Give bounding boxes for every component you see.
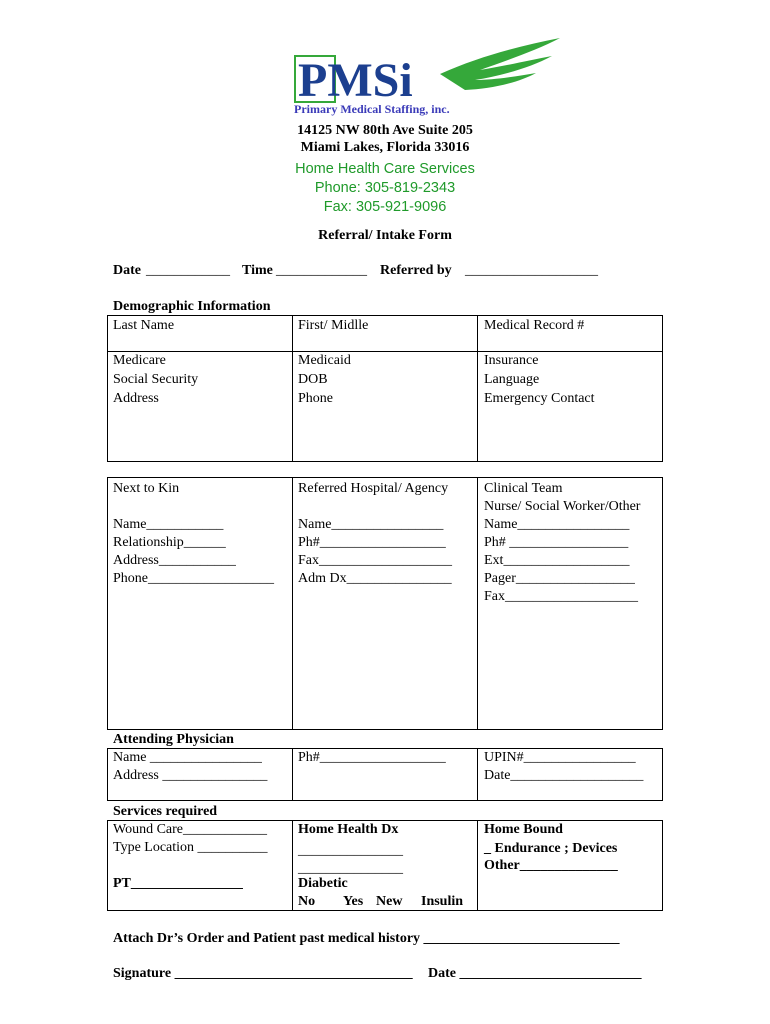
diabetic-yes-option[interactable]: Yes (343, 894, 364, 909)
address-line-2: Miami Lakes, Florida 33016 (300, 140, 470, 155)
signature-field[interactable]: Signature __________________________________ (113, 966, 413, 981)
form-title: Referral/ Intake Form (318, 228, 452, 243)
home-health-dx-label: Home Health Dx (298, 822, 399, 837)
attach-orders-line[interactable]: Attach Dr’s Order and Patient past medical history ____________________________ (113, 931, 620, 946)
address-label[interactable]: Address (113, 391, 159, 406)
wound-care-field[interactable]: Wound Care____________ (113, 822, 268, 837)
adm-dx-field[interactable]: Adm Dx_______________ (298, 571, 452, 586)
fax-number: Fax: 305-921-9096 (323, 199, 447, 215)
team-pager-field[interactable]: Pager_________________ (484, 571, 635, 586)
first-middle-label[interactable]: First/ Midlle (298, 318, 369, 333)
home-health-dx-field-2[interactable]: _______________ (298, 861, 403, 876)
date-field[interactable]: ____________ (146, 263, 230, 278)
physician-ph-field[interactable]: Ph#__________________ (298, 750, 446, 765)
language-label[interactable]: Language (484, 372, 540, 387)
phone-number: Phone: 305-819-2343 (314, 180, 456, 196)
team-ext-field[interactable]: Ext__________________ (484, 553, 630, 568)
kin-address-field[interactable]: Address___________ (113, 553, 236, 568)
service-name: Home Health Care Services (295, 161, 475, 177)
address-line-1: 14125 NW 80th Ave Suite 205 (297, 123, 473, 138)
referred-hospital-label: Referred Hospital/ Agency (298, 481, 449, 496)
logo-graphic (290, 36, 565, 118)
upin-field[interactable]: UPIN#________________ (484, 750, 636, 765)
clinical-team-roles: Nurse/ Social Worker/Other (484, 499, 641, 514)
signature-date-field[interactable]: Date __________________________ (428, 966, 642, 981)
hospital-fax-field[interactable]: Fax___________________ (298, 553, 452, 568)
diabetic-new-option[interactable]: New (376, 894, 403, 909)
demographic-heading: Demographic Information (113, 299, 271, 314)
last-name-label[interactable]: Last Name (113, 318, 175, 333)
diabetic-insulin-option[interactable]: Insulin (421, 894, 464, 909)
hospital-ph-field[interactable]: Ph#__________________ (298, 535, 446, 550)
dob-label[interactable]: DOB (298, 372, 328, 387)
medical-record-label[interactable]: Medical Record # (484, 318, 585, 333)
physician-address-field[interactable]: Address _______________ (113, 768, 268, 783)
wing-icon (440, 38, 560, 90)
medicare-label[interactable]: Medicare (113, 353, 166, 368)
kin-relationship-field[interactable]: Relationship______ (113, 535, 226, 550)
hospital-name-field[interactable]: Name________________ (298, 517, 444, 532)
pt-field[interactable]: PT________________ (113, 876, 243, 891)
team-name-field[interactable]: Name________________ (484, 517, 630, 532)
diabetic-no-option[interactable]: No (298, 894, 316, 909)
kin-phone-field[interactable]: Phone__________________ (113, 571, 274, 586)
kin-name-field[interactable]: Name___________ (113, 517, 224, 532)
emergency-contact-label[interactable]: Emergency Contact (484, 391, 595, 406)
next-of-kin-label: Next to Kin (113, 481, 180, 496)
team-fax-field[interactable]: Fax___________________ (484, 589, 638, 604)
diabetic-label: Diabetic (298, 876, 348, 891)
social-security-label[interactable]: Social Security (113, 372, 199, 387)
logo-tagline: Primary Medical Staffing, inc. (294, 102, 450, 116)
team-ph-field[interactable]: Ph# _________________ (484, 535, 629, 550)
pmsi-logo (290, 36, 565, 118)
date-label: Date (113, 263, 141, 278)
phone-label[interactable]: Phone (298, 391, 333, 406)
home-bound-label: Home Bound (484, 822, 563, 837)
time-field[interactable]: _____________ (276, 263, 367, 278)
logo-text: PMSi (298, 54, 413, 107)
time-label: Time (242, 263, 273, 278)
referred-by-field[interactable]: ___________________ (465, 263, 598, 278)
physician-date-field[interactable]: Date___________________ (484, 768, 644, 783)
attending-physician-heading: Attending Physician (113, 732, 234, 747)
endurance-devices-field[interactable]: _ Endurance ; Devices (484, 841, 618, 856)
physician-name-field[interactable]: Name ________________ (113, 750, 262, 765)
medicaid-label[interactable]: Medicaid (298, 353, 351, 368)
type-location-field[interactable]: Type Location __________ (113, 840, 268, 855)
home-health-dx-field-1[interactable]: _______________ (298, 843, 403, 858)
services-required-heading: Services required (113, 804, 218, 819)
insurance-label[interactable]: Insurance (484, 353, 539, 368)
referred-by-label: Referred by (380, 263, 452, 278)
clinical-team-label: Clinical Team (484, 481, 563, 496)
other-field[interactable]: Other______________ (484, 858, 618, 873)
